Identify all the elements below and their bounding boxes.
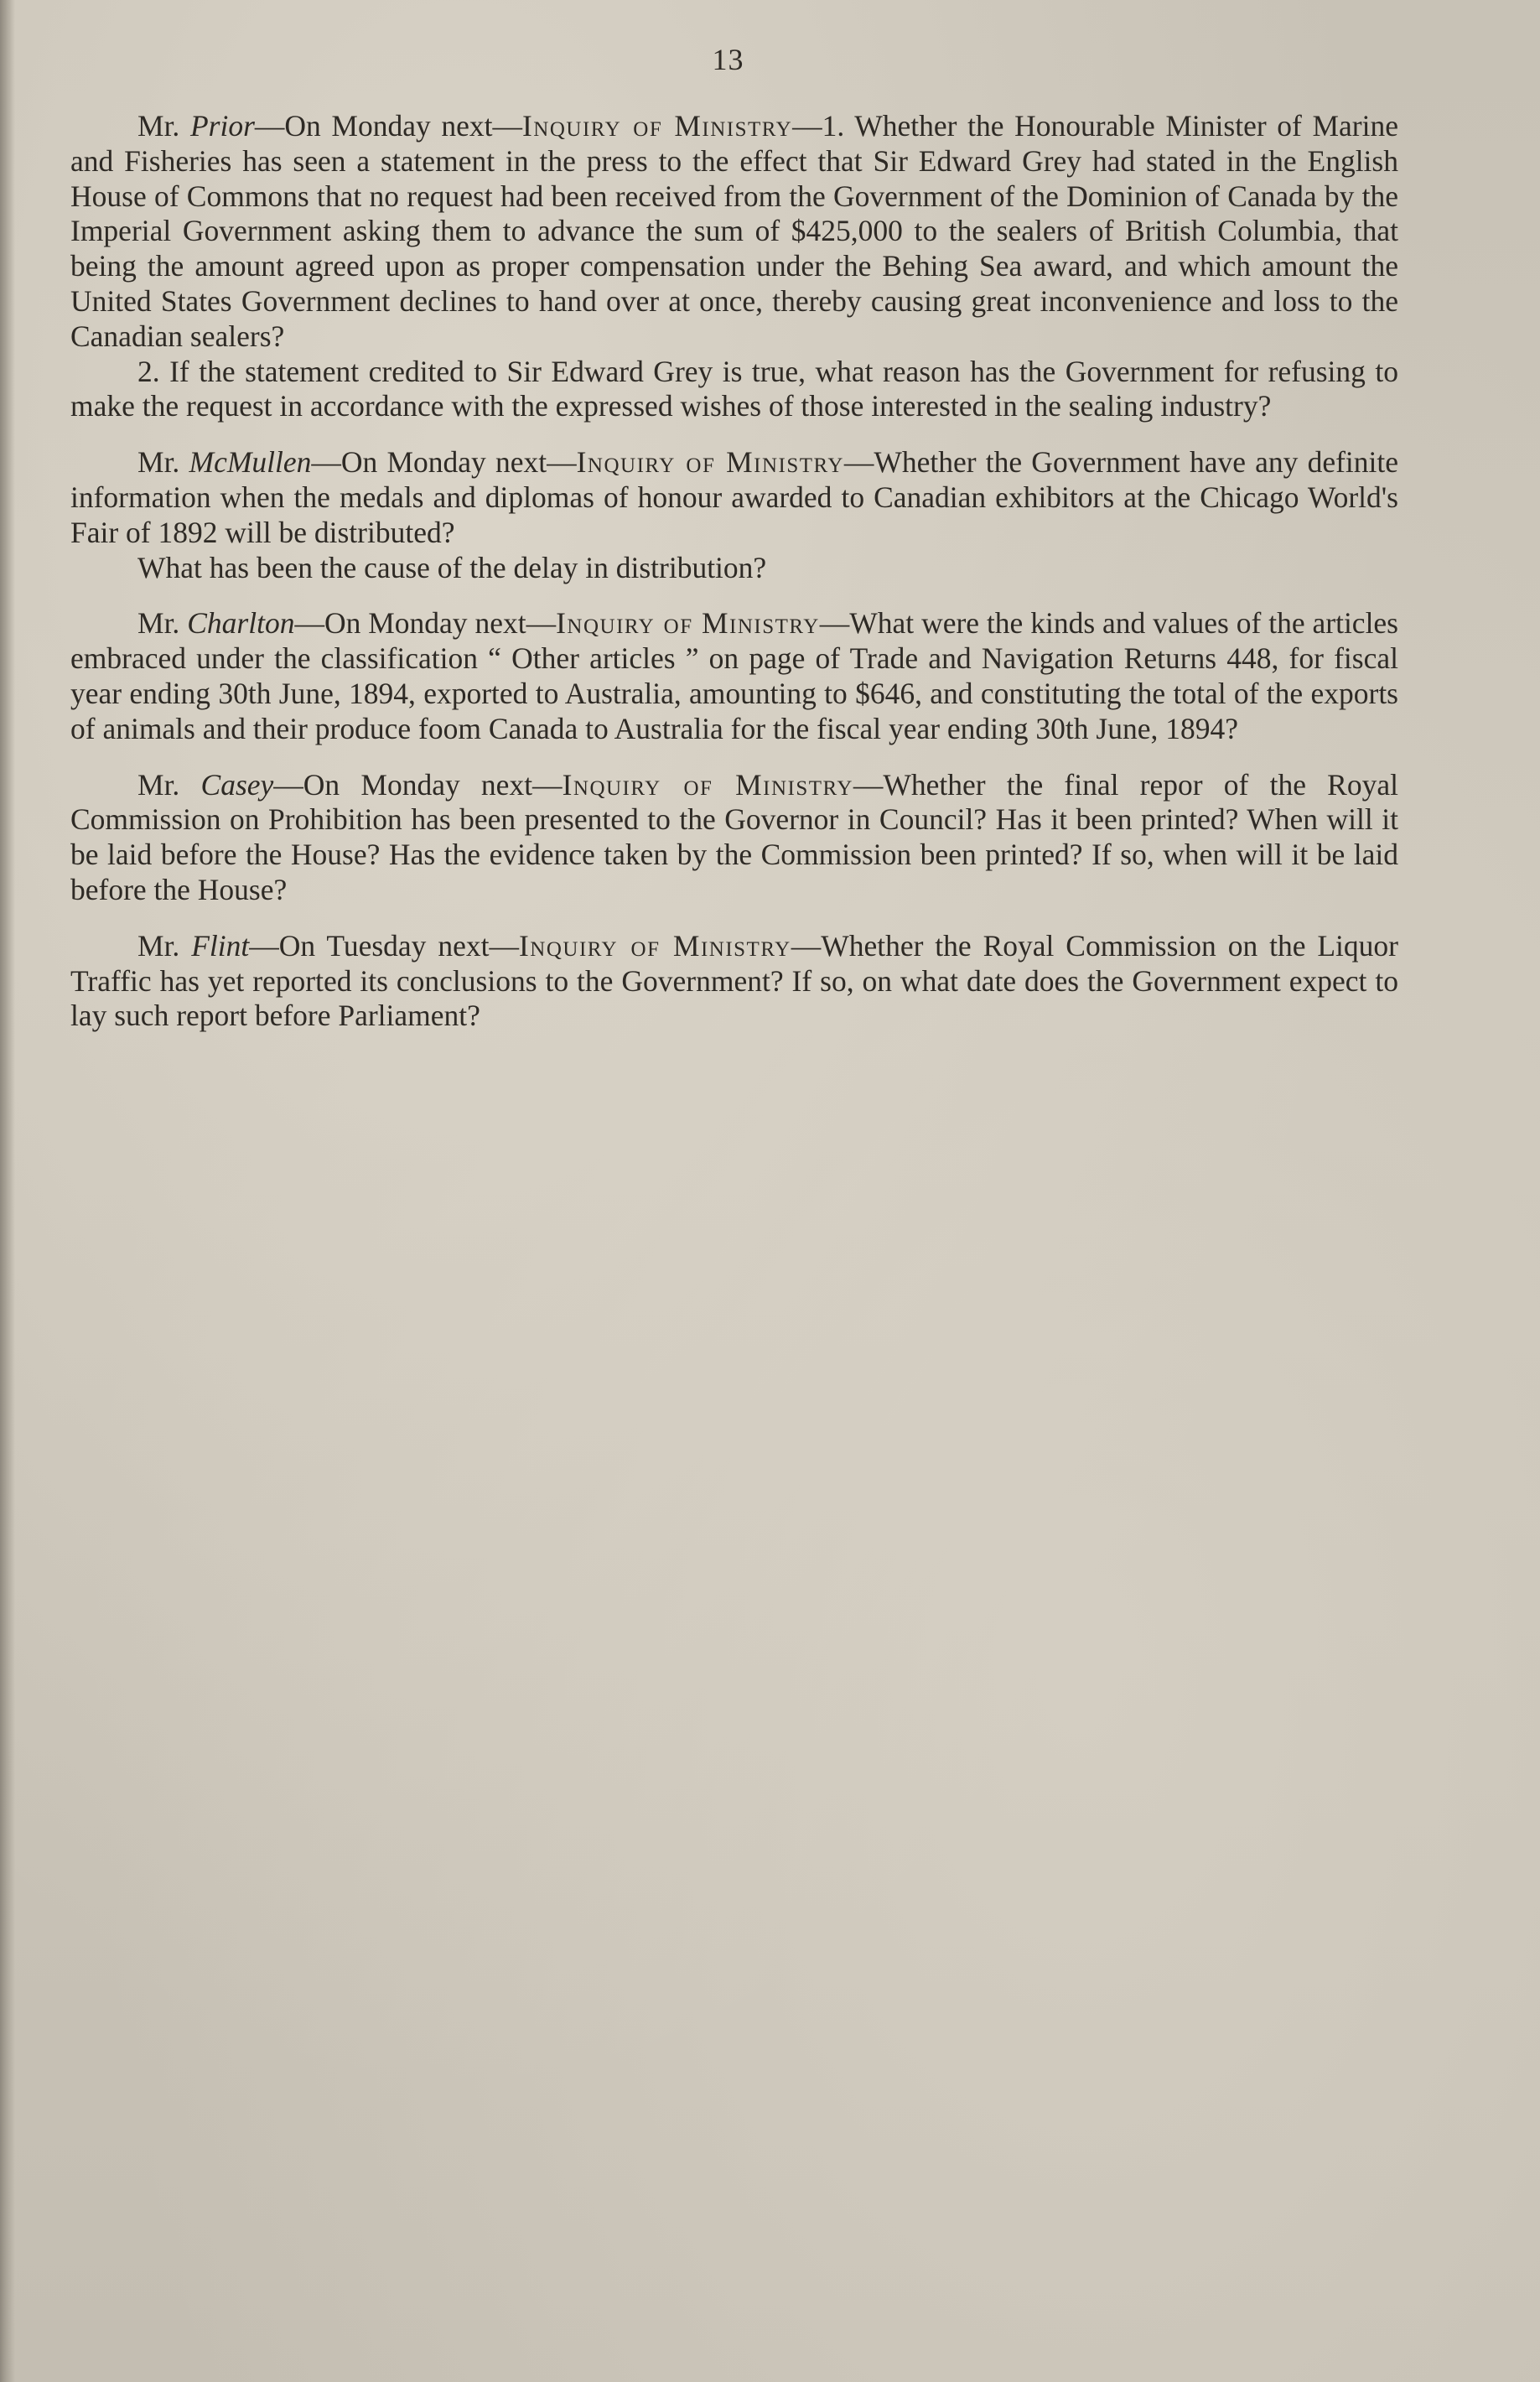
notice-prior-question-2: 2. If the statement credited to Sir Edward Grey is true, what reason has the Government for refusing to make the request in accordance with the expressed wishes of those interested in the sealing industry? <box>70 354 1398 423</box>
notice-day: —On Tuesday next— <box>249 928 519 963</box>
paragraph-gap <box>70 747 1398 768</box>
notice-kind: Inquiry of Ministry <box>518 928 791 963</box>
notice-question: —Whether the Government have any definite information when the medals and diplomas of honour awarded to Canadian exhibitors at the Chicago World's Fair of 1892 will be distributed? <box>70 445 1398 549</box>
notice-day: —On Monday next— <box>273 767 563 802</box>
notice-kind: Inquiry of Ministry <box>576 445 844 480</box>
notice-day: —On Monday next— <box>311 445 577 480</box>
page-number: 13 <box>712 43 744 76</box>
notices-body <box>70 109 1398 1034</box>
notice-day: —On Monday next— <box>254 109 522 143</box>
member-name: Flint <box>191 928 250 963</box>
notice-kind: Inquiry of Ministry <box>556 606 820 641</box>
notice-mcmullen <box>70 445 1398 550</box>
member-title: Mr. <box>137 445 180 480</box>
member-name: Casey <box>200 767 274 802</box>
page-binding-edge <box>0 0 15 2382</box>
paragraph-gap <box>70 585 1398 606</box>
member-name: Charlton <box>187 606 295 641</box>
notice-casey <box>70 768 1398 908</box>
member-title: Mr. <box>137 767 180 802</box>
notice-flint <box>70 929 1398 1034</box>
member-title: Mr. <box>137 109 180 143</box>
notice-question: —1. Whether the Honourable Minister of Marine and Fisheries has seen a statement in the press to the effect that Sir Edward Grey had stated in the English House of Commons that no request had been received from the Government of the Dominion of Canada by the Imperial Government asking them to advance the sum of $425,000 to the sealers of British Columbia, that being the amount agreed upon as proper compensation under the Behing Sea award, and which amount the United States Government declines to hand over at once, thereby causing great inconvenience and loss to the Canadian sealers? <box>70 109 1398 353</box>
paragraph-gap <box>70 908 1398 929</box>
member-title: Mr. <box>137 928 180 963</box>
notice-day: —On Monday next— <box>294 606 557 641</box>
notice-kind: Inquiry of Ministry <box>562 767 853 802</box>
notice-question: —Whether the final repor of the Royal Commission on Prohibition has been presented to the Governor in Council? Has it been printed? When will it be laid before the House? Has the evidence taken by the Commission been printed? If so, when will it be laid before the House? <box>70 767 1398 906</box>
notice-question: —What were the kinds and values of the articles embraced under the classification “ Other articles ” on page of Trade and Navigation Returns 448, for fiscal year ending 30th June, 1894, exported to Australia, amounting to $646, and constituting the total of the exports of animals and their produce foom Canada to Australia for the fiscal year ending 30th June, 1894? <box>70 606 1399 745</box>
notice-question: —Whether the Royal Commission on the Liquor Traffic has yet reported its conclusions to the Government? If so, on what date does the Government expect to lay such report before Parliament? <box>70 928 1398 1033</box>
member-name: Prior <box>189 109 255 143</box>
member-title: Mr. <box>137 606 180 641</box>
notice-mcmullen-question-2: What has been the cause of the delay in distribution? <box>137 550 767 584</box>
notice-charlton <box>70 606 1398 746</box>
notice-prior <box>70 109 1398 355</box>
member-name: McMullen <box>189 445 312 480</box>
paragraph-gap <box>70 424 1398 445</box>
notice-kind: Inquiry of Ministry <box>521 109 793 143</box>
